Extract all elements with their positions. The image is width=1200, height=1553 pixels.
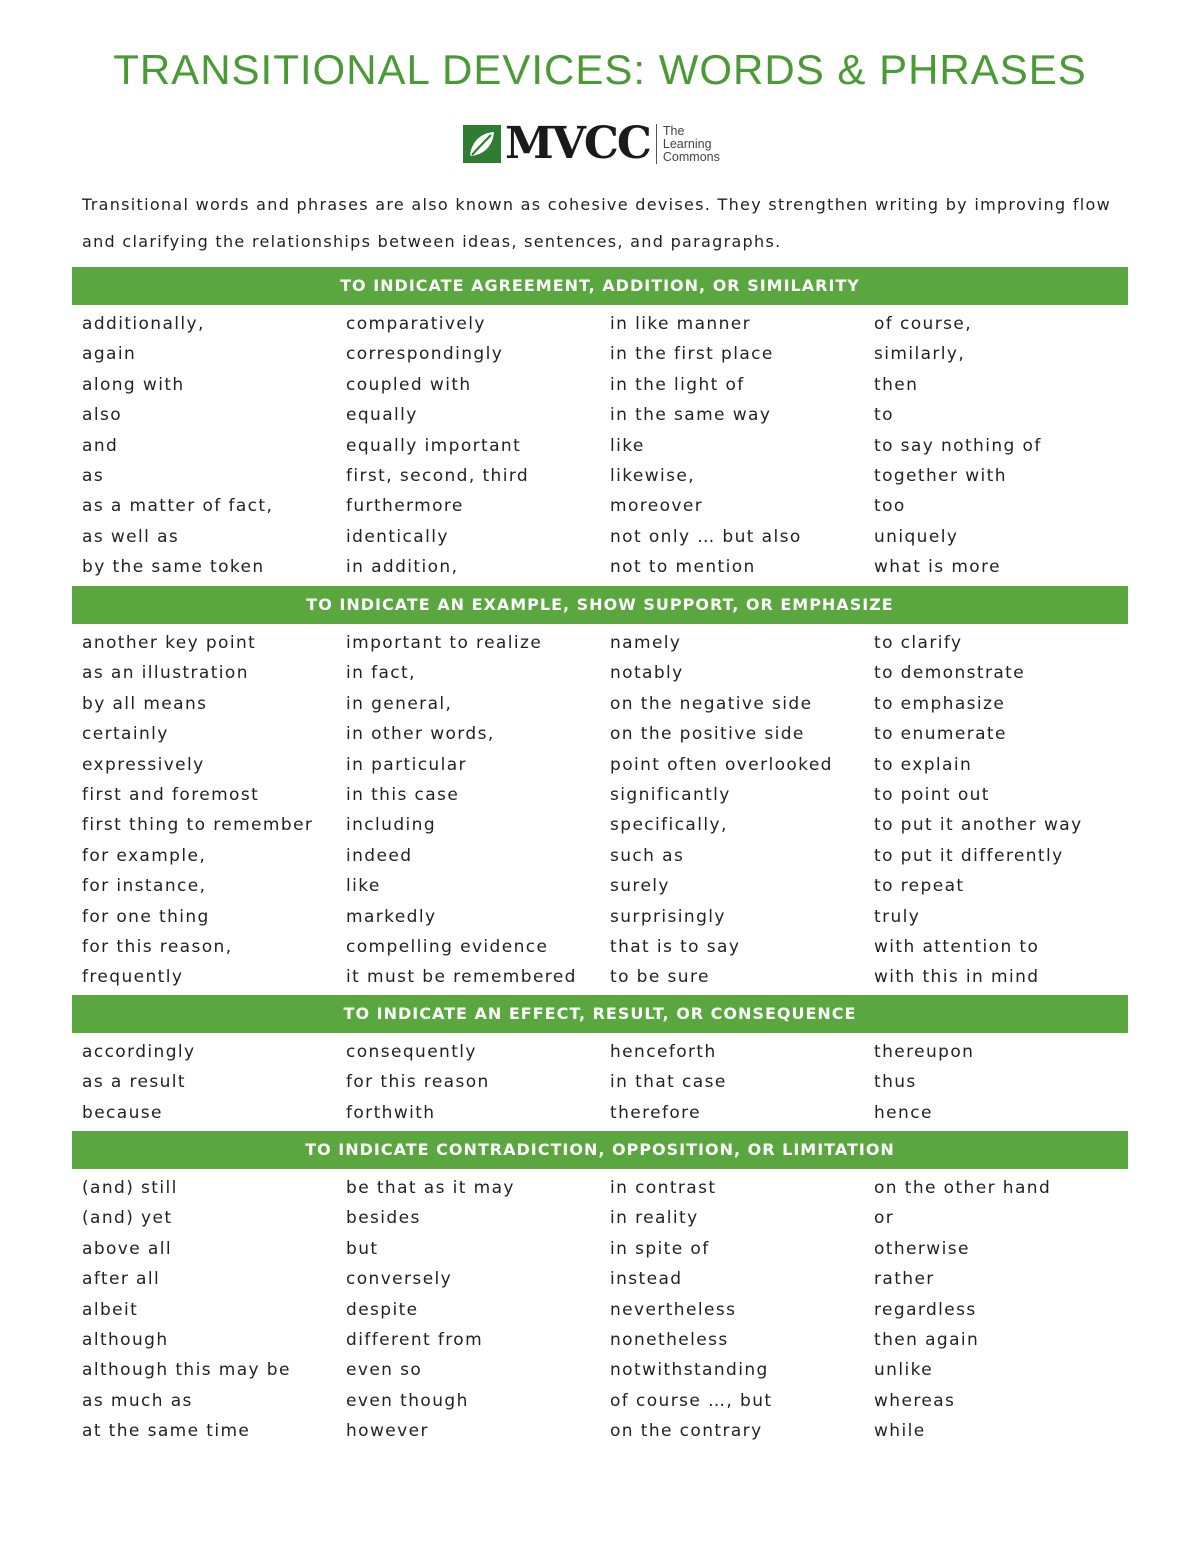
transition-word: like [346, 876, 381, 897]
transition-word: surely [610, 876, 670, 897]
transition-word: equally important [346, 435, 522, 456]
transition-word: along with [82, 374, 185, 395]
transition-word: for this reason, [82, 936, 233, 957]
transition-word: in contrast [610, 1178, 717, 1198]
logo-subtitle [663, 125, 720, 164]
transition-word: but [346, 1238, 379, 1259]
transition-word: of course …, but [610, 1390, 773, 1411]
transition-word: in that case [610, 1072, 727, 1093]
transition-word: frequently [82, 967, 184, 988]
transition-word: thus [874, 1072, 917, 1093]
transition-word: in addition, [346, 557, 459, 578]
transition-word: to explain [874, 754, 973, 775]
transition-word: unlike [874, 1360, 934, 1381]
transition-word: certainly [82, 724, 169, 745]
transition-word: on the positive side [610, 724, 805, 745]
logo-sub-line: Learning [662, 136, 712, 151]
transition-word: significantly [610, 784, 731, 805]
logo-sub-line: Commons [662, 149, 720, 164]
transition-word: (and) yet [82, 1208, 173, 1229]
transition-word: above all [82, 1238, 172, 1259]
transition-word: similarly, [874, 344, 966, 365]
transition-word: that is to say [610, 936, 741, 957]
transition-word: moreover [610, 496, 704, 517]
transition-word: namely [610, 633, 682, 653]
transition-word: it must be remembered [346, 967, 577, 988]
transition-word: like [610, 435, 645, 456]
transition-word: notwithstanding [610, 1360, 769, 1381]
transition-word: not to mention [610, 557, 756, 578]
transition-word: to point out [874, 784, 990, 805]
transition-word: in fact, [346, 663, 416, 684]
transition-word: therefore [610, 1102, 702, 1123]
transition-word: too [874, 496, 906, 517]
transition-word: at the same time [82, 1421, 251, 1442]
transition-word: nevertheless [610, 1299, 737, 1320]
intro-paragraph: Transitional words and phrases are also known as cohesive devises. They strengthen writing by improving flow and clarifying the relationships between ideas, sentences, and paragraphs. [82, 195, 1111, 251]
transition-word: as much as [82, 1390, 193, 1411]
transition-word: first thing to remember [82, 815, 314, 836]
transition-word: while [874, 1421, 926, 1442]
transition-word: besides [346, 1208, 421, 1229]
section-header-example: TO INDICATE AN EXAMPLE, SHOW SUPPORT, OR EMPHASIZE [72, 586, 1128, 624]
transition-word: in like manner [610, 314, 752, 334]
transition-word: in other words, [346, 724, 495, 745]
transition-word: to repeat [874, 876, 965, 897]
transition-word: then [874, 374, 919, 395]
transition-word: to say nothing of [874, 435, 1042, 456]
transition-word: indeed [346, 845, 413, 866]
transition-word: despite [346, 1299, 419, 1320]
transition-word: different from [346, 1329, 484, 1350]
transition-word: although [82, 1329, 169, 1350]
transition-word: likewise, [610, 465, 696, 486]
transition-word: to be sure [610, 967, 710, 988]
word-grid-effect [82, 1037, 1138, 1128]
transition-word: rather [874, 1269, 935, 1290]
transition-word: by all means [82, 693, 208, 714]
transition-word: equally [346, 405, 418, 426]
transition-word: whereas [874, 1390, 956, 1411]
transition-word: as [82, 465, 105, 486]
transition-word: in particular [346, 754, 467, 775]
transition-word: otherwise [874, 1238, 970, 1259]
transition-word: such as [610, 845, 685, 866]
transition-word: thereupon [874, 1042, 975, 1062]
transition-word: important to realize [346, 633, 543, 653]
transition-word: again [82, 344, 137, 365]
transition-word: first, second, third [346, 465, 530, 486]
transition-word: of course, [874, 314, 973, 334]
transition-word: correspondingly [346, 344, 504, 365]
transition-word: including [346, 815, 437, 836]
transition-word: identically [346, 526, 449, 547]
transition-word: uniquely [874, 526, 959, 547]
transition-word: with this in mind [874, 967, 1040, 988]
transition-word: as an illustration [82, 663, 249, 684]
transition-word: point often overlooked [610, 754, 833, 775]
transition-word: (and) still [82, 1178, 178, 1198]
transition-word: to put it another way [874, 815, 1083, 836]
transition-word: in the same way [610, 405, 772, 426]
transition-word: expressively [82, 754, 205, 775]
transition-word: forthwith [346, 1102, 436, 1123]
transition-word: by the same token [82, 557, 265, 578]
transition-word: nonetheless [610, 1329, 729, 1350]
transition-word: in reality [610, 1208, 699, 1229]
transition-word: specifically, [610, 815, 728, 836]
logo-name: MVCC [505, 118, 650, 169]
transition-word: in the first place [610, 344, 774, 365]
transition-word: accordingly [82, 1042, 196, 1062]
transition-word: surprisingly [610, 906, 726, 927]
transition-word: hence [874, 1102, 933, 1123]
transition-word: in the light of [610, 374, 745, 395]
transition-word: although this may be [82, 1360, 291, 1381]
transition-word: instead [610, 1269, 683, 1290]
transition-word: in general, [346, 693, 453, 714]
transition-word: on the negative side [610, 693, 813, 714]
transition-word: what is more [874, 557, 1001, 578]
transition-word: in spite of [610, 1238, 710, 1259]
transition-word: to emphasize [874, 693, 1006, 714]
transition-word: markedly [346, 906, 437, 927]
transition-word: to enumerate [874, 724, 1007, 745]
transition-word: after all [82, 1269, 161, 1290]
section-header-contradiction: TO INDICATE CONTRADICTION, OPPOSITION, OR LIMITATION [72, 1131, 1128, 1169]
transition-word: truly [874, 906, 921, 927]
transition-word: for instance, [82, 876, 207, 897]
transition-word: coupled with [346, 374, 472, 395]
transition-word: also [82, 405, 122, 426]
transition-word: in this case [346, 784, 460, 805]
leaf-icon [463, 125, 501, 163]
logo-divider [656, 124, 657, 164]
transition-word: to demonstrate [874, 663, 1026, 684]
transition-word: to put it differently [874, 845, 1064, 866]
word-grid-agreement [82, 309, 1138, 583]
transition-word: not only … but also [610, 526, 802, 547]
transition-word: with attention to [874, 936, 1040, 957]
transition-word: conversely [346, 1269, 453, 1290]
transition-word: together with [874, 465, 1007, 486]
transition-word: first and foremost [82, 784, 260, 805]
mvcc-logo [463, 118, 720, 169]
transition-word: as a result [82, 1072, 186, 1093]
transition-word: regardless [874, 1299, 977, 1320]
transition-word: additionally, [82, 314, 205, 334]
transition-word: even so [346, 1360, 423, 1381]
transition-word: notably [610, 663, 684, 684]
section-header-effect: TO INDICATE AN EFFECT, RESULT, OR CONSEQUENCE [72, 995, 1128, 1033]
transition-word: furthermore [346, 496, 464, 517]
transition-word: as a matter of fact, [82, 496, 274, 517]
transition-word: to [874, 405, 894, 426]
transition-word: on the contrary [610, 1421, 763, 1442]
word-grid-contradiction [82, 1173, 1138, 1447]
transition-word: comparatively [346, 314, 486, 334]
transition-word: and [82, 435, 119, 456]
page-title: TRANSITIONAL DEVICES: WORDS & PHRASES [113, 46, 1087, 93]
transition-word: because [82, 1102, 163, 1123]
transition-word: compelling evidence [346, 936, 549, 957]
logo-sub-line: The [662, 123, 685, 138]
transition-word: or [874, 1208, 895, 1229]
transition-word: albeit [82, 1299, 139, 1320]
transition-word: another key point [82, 633, 257, 653]
transition-word: to clarify [874, 633, 963, 653]
transition-word: as well as [82, 526, 180, 547]
transition-word: for one thing [82, 906, 210, 927]
transition-word: on the other hand [874, 1178, 1052, 1198]
transition-word: be that as it may [346, 1178, 515, 1198]
word-grid-example [82, 628, 1138, 993]
transition-word: for example, [82, 845, 207, 866]
section-header-agreement: TO INDICATE AGREEMENT, ADDITION, OR SIMILARITY [72, 267, 1128, 305]
transition-word: consequently [346, 1042, 477, 1062]
transition-word: for this reason [346, 1072, 490, 1093]
transition-word: henceforth [610, 1042, 717, 1062]
transition-word: then again [874, 1329, 980, 1350]
transition-word: however [346, 1421, 429, 1442]
transition-word: even though [346, 1390, 469, 1411]
